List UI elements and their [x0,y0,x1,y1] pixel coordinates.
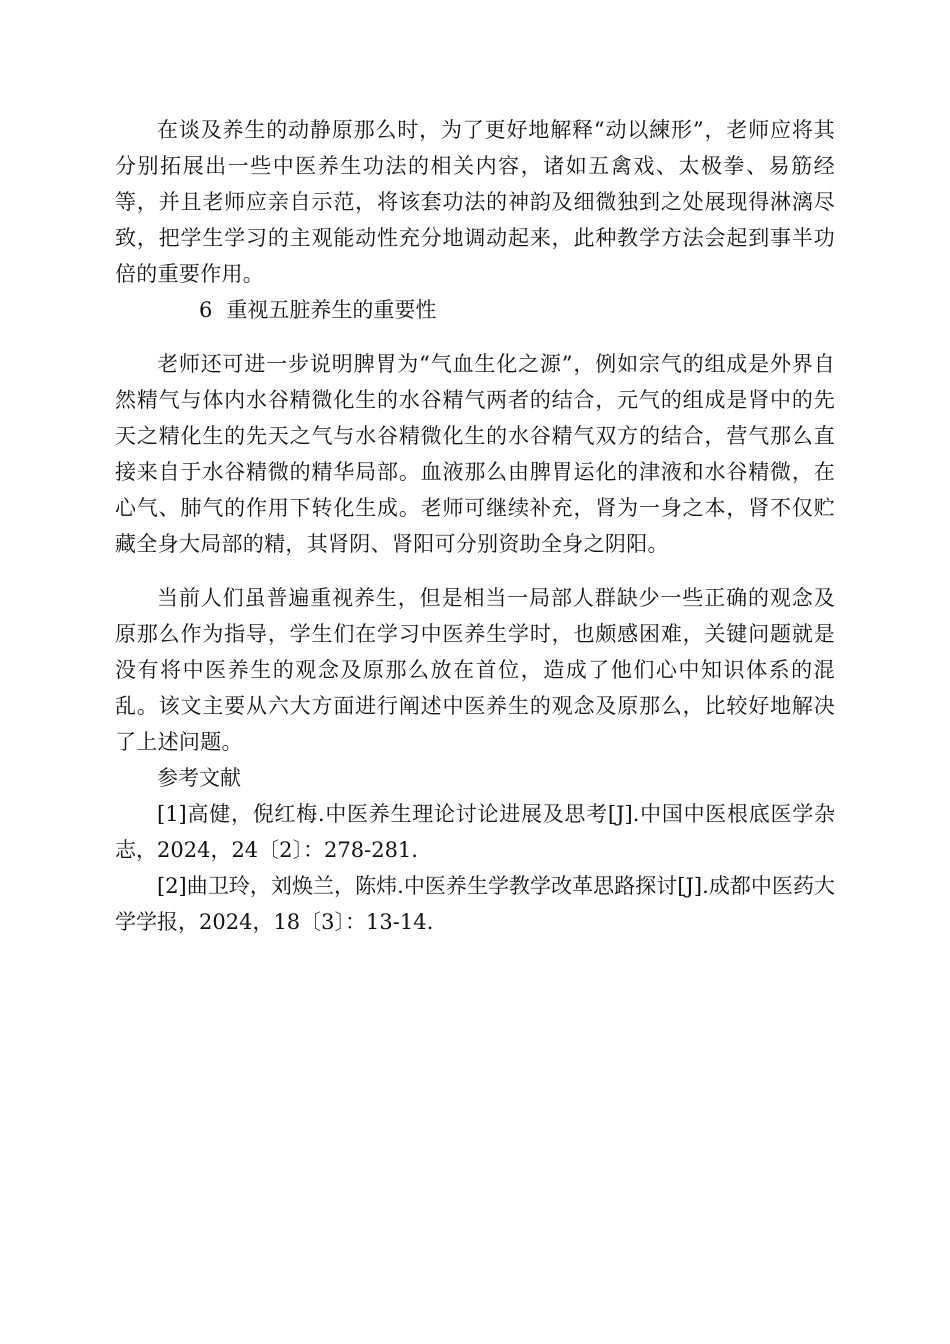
section-heading-6 [115,292,835,328]
document-body [115,112,835,940]
paragraph-spleen-stomach: 老师还可进一步说明脾胃为“气血生化之源”，例如宗气的组成是外界自然精气与体内水谷精微化生的水谷精气两者的结合，元气的组成是肾中的先天之精化生的先天之气与水谷精微化生的水谷精气双方的结合，营气那么直接来自于水谷精微的精华局部。血液那么由脾胃运化的津液和水谷精微，在心气、肺气的作用下转化生成。老师可继续补充，肾为一身之本，肾不仅贮藏全身大局部的精，其肾阴、肾阳可分别资助全身之阴阳。 [115,352,835,556]
reference-item-1: [1]高健，倪红梅.中医养生理论讨论进展及思考[J].中国中医根底医学杂志，2024，24〔2〕：278-281. [115,802,835,862]
section-title: 重视五脏养生的重要性 [226,298,437,322]
paragraph-conclusion: 当前人们虽普遍重视养生，但是相当一局部人群缺少一些正确的观念及原那么作为指导，学生们在学习中医养生学时，也颇感困难，关键问题就是没有将中医养生的观念及原那么放在首位，造成了他们心中知识体系的混乱。该文主要从六大方面进行阐述中医养生的观念及原那么，比较好地解决了上述问题。 [115,586,835,754]
paragraph-exercise-principles: 在谈及养生的动静原那么时，为了更好地解释“动以練形”，老师应将其分别拓展出一些中医养生功法的相关内容，诸如五禽戏、太极拳、易筋经等，并且老师应亲自示范，将该套功法的神韵及细微独到之处展现得淋漓尽致，把学生学习的主观能动性充分地调动起来，此种教学方法会起到事半功倍的重要作用。 [115,118,835,286]
section-number: 6 [199,298,213,322]
reference-item-2: [2]曲卫玲，刘焕兰，陈炜.中医养生学教学改革思路探讨[J].成都中医药大学学报，2024，18〔3〕：13-14. [115,874,835,934]
references-heading: 参考文献 [157,766,241,790]
